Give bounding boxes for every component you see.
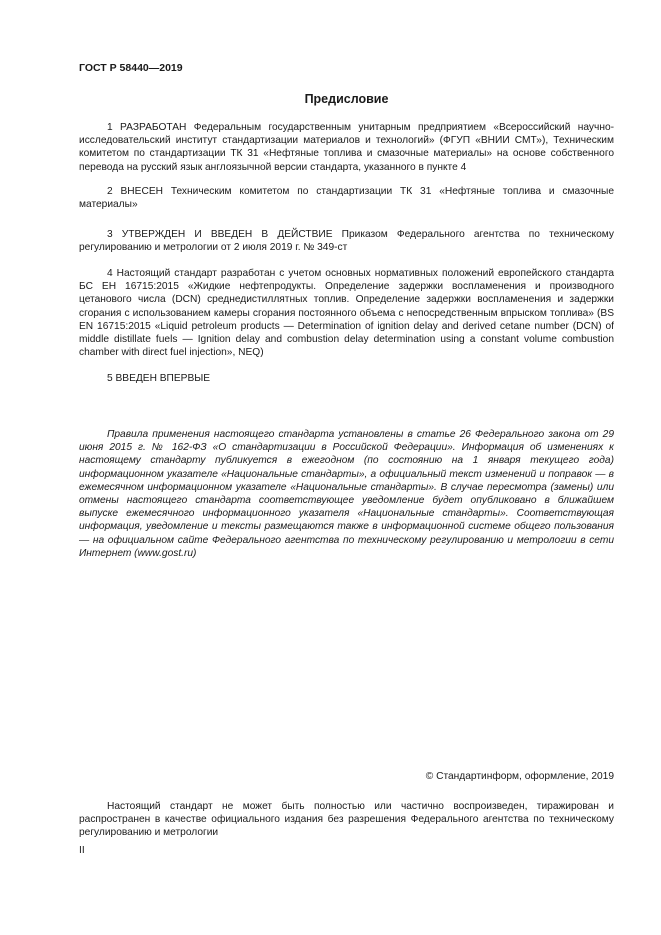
foreword-item-3: 3 УТВЕРЖДЕН И ВВЕДЕН В ДЕЙСТВИЕ Приказом Федерального агентства по техническому регулированию и метрологии от 2 июля 2019 г. № 349-ст [79,229,614,254]
foreword-item-4: 4 Настоящий стандарт разработан с учетом основных нормативных положений европейского стандарта БС ЕН 16715:2015 «Жидкие нефтепродукты. Определение задержки воспламенения и производного цетанового числа (DCN) среднедистиллятных топлив. Определение задержки воспламенения и задержки сгорания с использованием камеры сгорания постоянного объема с непосредственным впрыском топлива» (BS EN 16715:2015 «Liquid petroleum products — Determination of ignition delay and derived cetane number (DCN) of middle distillate fuels — Ignition delay and combustion delay determination using a constant volume combustion chamber with direct fuel injection», NEQ) [79,268,614,359]
foreword-item-1: 1 РАЗРАБОТАН Федеральным государственным унитарным предприятием «Всероссийский научно-исследовательский институт стандартизации материалов и технологий» (ФГУП «ВНИИ СМТ»), Техническим комитетом по стандартизации ТК 31 «Нефтяные топлива и смазочные материалы» на основе собственного перевода на русский язык англоязычной версии стандарта, указанного в пункте 4 [79,122,614,173]
foreword-item-2: 2 ВНЕСЕН Техническим комитетом по стандартизации ТК 31 «Нефтяные топлива и смазочные материалы» [79,186,614,211]
legal-notice: Правила применения настоящего стандарта установлены в статье 26 Федерального закона от 29 июня 2015 г. № 162-ФЗ «О стандартизации в Российской Федерации». Информация об изменениях к настоящему стандарту публикуется в ежегодном (по состоянию на 1 января текущего года) информационном указателе «Национальные стандарты», а официальный текст изменений и поправок — в ежемесячном информационном указателе «Национальные стандарты». В случае пересмотра (замены) или отмены настоящего стандарта соответствующее уведомление будет опубликовано в ближайшем выпуске ежемесячного информационного указателя «Национальные стандарты». Соответствующая информация, уведомление и тексты размещаются также в информационной системе общего пользования — на официальном сайте Федерального агентства по техническому регулированию и метрологии в сети Интернет (www.gost.ru) [79,429,614,559]
page-number: II [79,845,85,856]
reproduction-notice: Настоящий стандарт не может быть полностью или частично воспроизведен, тиражирован и распространен в качестве официального издания без разрешения Федерального агентства по техническому регулированию и метрологии [79,801,614,839]
document-header: ГОСТ Р 58440—2019 [79,62,183,74]
copyright-line: © Стандартинформ, оформление, 2019 [425,771,614,782]
foreword-item-5: 5 ВВЕДЕН ВПЕРВЫЕ [107,373,211,384]
page-title: Предисловие [304,92,389,106]
